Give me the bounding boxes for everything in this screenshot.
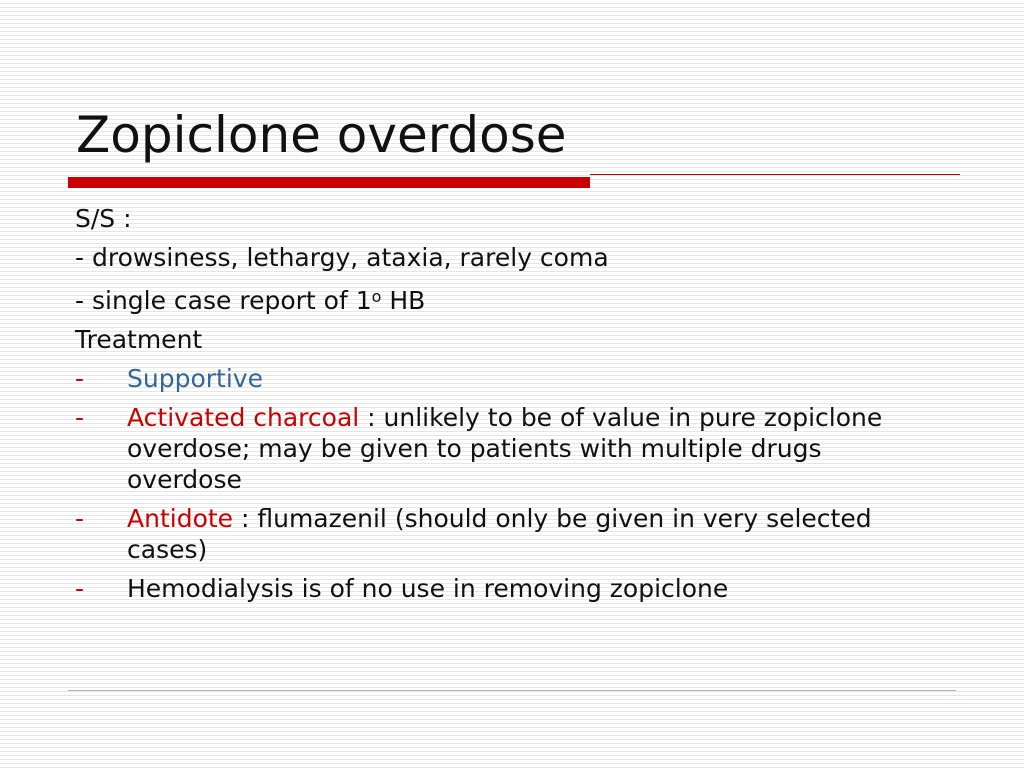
symptoms-line: - drowsiness, lethargy, ataxia, rarely coma	[75, 243, 609, 272]
bullet-highlight: Antidote	[127, 504, 234, 533]
slide-body	[75, 203, 935, 612]
footer-divider	[68, 690, 956, 691]
bullet-text	[127, 402, 935, 495]
bullet-dash: -	[75, 574, 85, 603]
bullet-highlight: Activated charcoal	[127, 403, 360, 432]
bullet-rest: : flumazenil (should only be given in very selected cases)	[127, 504, 872, 564]
slide-title: Zopiclone overdose	[76, 106, 567, 164]
bullet-text	[127, 503, 935, 565]
case-report-suffix: HB	[381, 286, 426, 315]
title-underline-thick	[68, 177, 590, 188]
bullet-text	[127, 573, 935, 604]
list-item	[75, 363, 935, 394]
case-report-prefix: - single case report of 1	[75, 286, 372, 315]
list-item	[75, 402, 935, 495]
bullet-text	[127, 363, 935, 394]
case-report-line	[75, 281, 935, 316]
bullet-dash: -	[75, 504, 85, 533]
treatment-heading: Treatment	[75, 325, 203, 354]
list-item	[75, 573, 935, 604]
list-item	[75, 503, 935, 565]
signs-symptoms-heading: S/S :	[75, 204, 132, 233]
bullet-dash: -	[75, 403, 85, 432]
bullet-dash: -	[75, 364, 85, 393]
title-underline-thin	[590, 174, 960, 175]
bullet-highlight: Supportive	[127, 364, 263, 393]
degree-superscript: o	[371, 287, 382, 306]
bullet-rest: Hemodialysis is of no use in removing zopiclone	[127, 574, 729, 603]
bullet-rest: : unlikely to be of value in pure zopiclone overdose; may be given to patients with multiple drugs overdose	[127, 403, 883, 494]
